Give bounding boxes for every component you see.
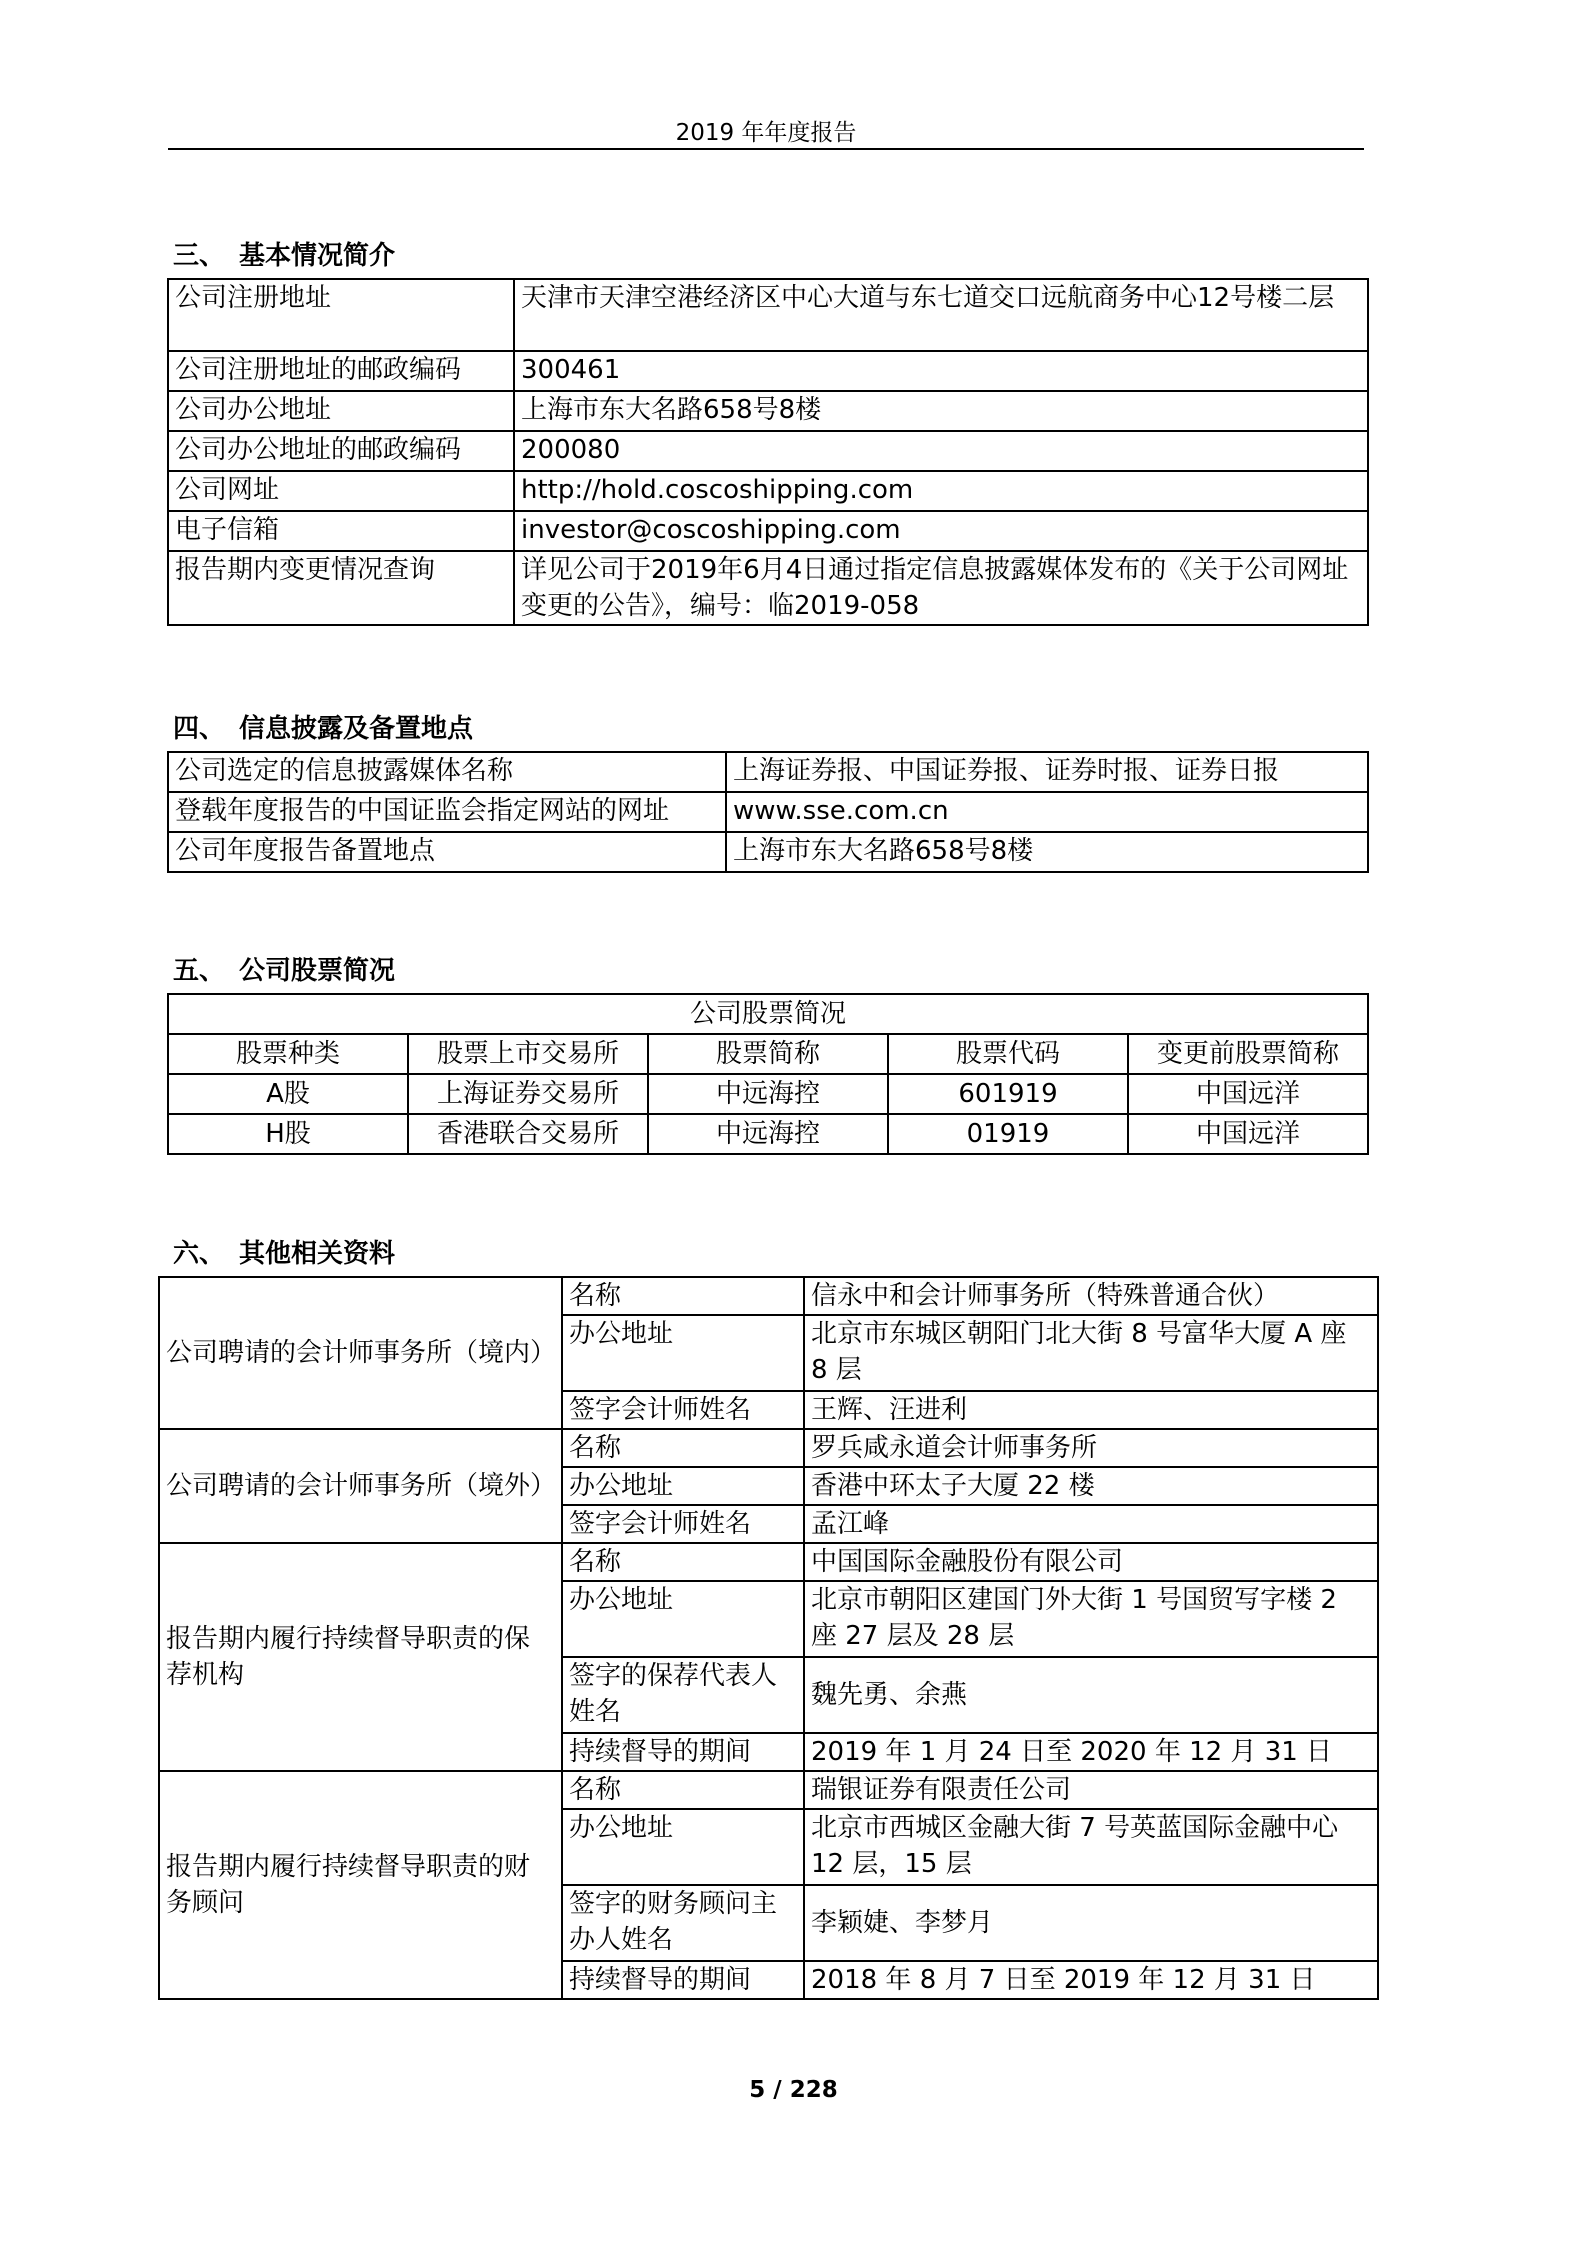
field-label: 签字的财务顾问主办人姓名 <box>562 1885 804 1961</box>
field-value: 2019 年 1 月 24 日至 2020 年 12 月 31 日 <box>804 1733 1378 1771</box>
table-row <box>168 1114 1368 1154</box>
group-label: 报告期内履行持续督导职责的保荐机构 <box>159 1543 562 1771</box>
table-cell: 中国远洋 <box>1128 1114 1368 1154</box>
group-label: 公司聘请的会计师事务所（境外） <box>159 1429 562 1543</box>
stock-table-title: 公司股票简况 <box>168 994 1368 1034</box>
column-header: 股票简称 <box>648 1034 888 1074</box>
header-divider <box>168 148 1364 150</box>
field-value: 2018 年 8 月 7 日至 2019 年 12 月 31 日 <box>804 1961 1378 1999</box>
group-label: 公司聘请的会计师事务所（境内） <box>159 1277 562 1429</box>
section-3-title: 基本情况简介 <box>239 241 396 271</box>
section-6-heading <box>173 1233 395 1270</box>
field-label: 办公地址 <box>562 1581 804 1657</box>
field-label: 办公地址 <box>562 1809 804 1885</box>
section-4-heading <box>173 708 473 745</box>
table-row <box>168 279 1368 351</box>
row-label: 公司注册地址的邮政编码 <box>168 351 514 391</box>
column-header: 变更前股票简称 <box>1128 1034 1368 1074</box>
section-4-title: 信息披露及备置地点 <box>239 714 474 744</box>
row-label: 登载年度报告的中国证监会指定网站的网址 <box>168 792 726 832</box>
field-value: 中国国际金融股份有限公司 <box>804 1543 1378 1581</box>
row-label: 电子信箱 <box>168 511 514 551</box>
table-row <box>168 1074 1368 1114</box>
row-label: 公司年度报告备置地点 <box>168 832 726 872</box>
column-header: 股票种类 <box>168 1034 408 1074</box>
field-label: 持续督导的期间 <box>562 1733 804 1771</box>
row-value: www.sse.com.cn <box>726 792 1368 832</box>
table-header-row <box>168 1034 1368 1074</box>
table-row <box>168 752 1368 792</box>
other-info-table <box>158 1276 1379 2000</box>
table-cell: 中远海控 <box>648 1114 888 1154</box>
section-5-title: 公司股票简况 <box>239 956 396 986</box>
field-value: 北京市西城区金融大街 7 号英蓝国际金融中心 12 层，15 层 <box>804 1809 1378 1885</box>
row-label: 报告期内变更情况查询 <box>168 551 514 625</box>
row-value: investor@coscoshipping.com <box>514 511 1368 551</box>
table-cell: 中国远洋 <box>1128 1074 1368 1114</box>
table-cell: H股 <box>168 1114 408 1154</box>
field-value: 孟江峰 <box>804 1505 1378 1543</box>
section-5-heading <box>173 950 395 987</box>
field-value: 北京市朝阳区建国门外大街 1 号国贸写字楼 2 座 27 层及 28 层 <box>804 1581 1378 1657</box>
field-label: 办公地址 <box>562 1315 804 1391</box>
section-4-number: 四、 <box>173 714 226 744</box>
table-cell: A股 <box>168 1074 408 1114</box>
section-3-heading <box>173 235 395 272</box>
table-row <box>168 431 1368 471</box>
field-value: 李颖婕、李梦月 <box>804 1885 1378 1961</box>
field-value: 罗兵咸永道会计师事务所 <box>804 1429 1378 1467</box>
field-label: 签字会计师姓名 <box>562 1391 804 1429</box>
section-6-title: 其他相关资料 <box>239 1239 396 1269</box>
table-cell: 上海证券交易所 <box>408 1074 648 1114</box>
table-row <box>168 471 1368 511</box>
row-label: 公司办公地址 <box>168 391 514 431</box>
table-row <box>159 1277 1378 1315</box>
group-label: 报告期内履行持续督导职责的财务顾问 <box>159 1771 562 1999</box>
field-value: 香港中环太子大厦 22 楼 <box>804 1467 1378 1505</box>
field-label: 名称 <box>562 1771 804 1809</box>
column-header: 股票代码 <box>888 1034 1128 1074</box>
row-value: http://hold.coscoshipping.com <box>514 471 1368 511</box>
field-label: 名称 <box>562 1543 804 1581</box>
table-row <box>168 792 1368 832</box>
report-header-title: 2019 年年度报告 <box>675 120 857 146</box>
row-value: 上海市东大名路658号8楼 <box>726 832 1368 872</box>
table-row <box>168 391 1368 431</box>
table-row <box>159 1771 1378 1809</box>
section-5-number: 五、 <box>173 956 226 986</box>
table-cell: 香港联合交易所 <box>408 1114 648 1154</box>
section-6-number: 六、 <box>173 1239 226 1269</box>
row-value: 天津市天津空港经济区中心大道与东七道交口远航商务中心12号楼二层 <box>514 279 1368 351</box>
field-value: 魏先勇、余燕 <box>804 1657 1378 1733</box>
table-cell: 中远海控 <box>648 1074 888 1114</box>
table-row <box>159 1429 1378 1467</box>
field-label: 名称 <box>562 1277 804 1315</box>
field-value: 瑞银证券有限责任公司 <box>804 1771 1378 1809</box>
stock-table <box>167 993 1369 1155</box>
field-label: 签字的保荐代表人姓名 <box>562 1657 804 1733</box>
row-label: 公司注册地址 <box>168 279 514 351</box>
table-row <box>168 511 1368 551</box>
table-row <box>168 551 1368 625</box>
field-label: 办公地址 <box>562 1467 804 1505</box>
row-label: 公司办公地址的邮政编码 <box>168 431 514 471</box>
row-label: 公司选定的信息披露媒体名称 <box>168 752 726 792</box>
field-value: 北京市东城区朝阳门北大街 8 号富华大厦 A 座 8 层 <box>804 1315 1378 1391</box>
field-value: 信永中和会计师事务所（特殊普通合伙） <box>804 1277 1378 1315</box>
row-value: 详见公司于2019年6月4日通过指定信息披露媒体发布的《关于公司网址变更的公告》，编号：临2019-058 <box>514 551 1368 625</box>
row-value: 上海证券报、中国证券报、证券时报、证券日报 <box>726 752 1368 792</box>
row-value: 200080 <box>514 431 1368 471</box>
row-label: 公司网址 <box>168 471 514 511</box>
row-value: 上海市东大名路658号8楼 <box>514 391 1368 431</box>
field-label: 持续督导的期间 <box>562 1961 804 1999</box>
basic-info-table <box>167 278 1369 626</box>
table-row <box>168 351 1368 391</box>
table-cell: 01919 <box>888 1114 1128 1154</box>
field-label: 名称 <box>562 1429 804 1467</box>
field-label: 签字会计师姓名 <box>562 1505 804 1543</box>
disclosure-table <box>167 751 1369 873</box>
table-cell: 601919 <box>888 1074 1128 1114</box>
row-value: 300461 <box>514 351 1368 391</box>
table-row <box>168 832 1368 872</box>
field-value: 王辉、汪进利 <box>804 1391 1378 1429</box>
table-row <box>159 1543 1378 1581</box>
section-3-number: 三、 <box>173 241 226 271</box>
column-header: 股票上市交易所 <box>408 1034 648 1074</box>
table-title-row <box>168 994 1368 1034</box>
page-number: 5 / 228 <box>749 2077 838 2103</box>
